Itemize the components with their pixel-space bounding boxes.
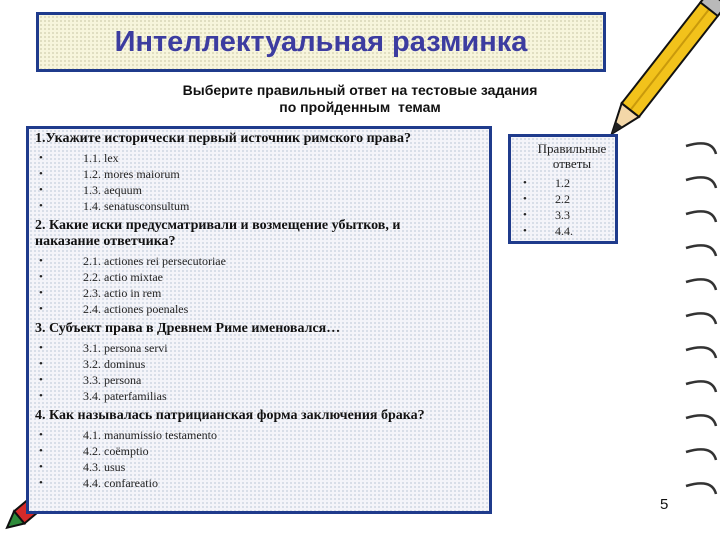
list-item	[521, 207, 609, 223]
option-text: 2.2. actio mixtae	[83, 270, 163, 284]
answers-title: Правильные ответы	[537, 141, 607, 171]
option-text: 1.1. lex	[83, 151, 119, 165]
question-4-text: 4. Как называлась патрицианская форма заключения брака?	[35, 408, 425, 423]
option-text: 3.2. dominus	[83, 357, 146, 371]
option-text: 1.2. mores maiorum	[83, 167, 180, 181]
answers-box	[508, 134, 618, 244]
question-3-options	[35, 340, 481, 404]
bullet-icon: •	[523, 209, 527, 221]
list-item	[35, 459, 481, 475]
list-item	[35, 475, 481, 491]
option-text: 3.1. persona servi	[83, 341, 168, 355]
question-block-2	[35, 218, 481, 317]
question-4-options	[35, 427, 481, 491]
bullet-icon: •	[523, 177, 527, 189]
question-3-text: 3. Субъект права в Древнем Риме именовался…	[35, 321, 341, 336]
question-block-4	[35, 408, 481, 491]
bullet-icon: •	[39, 303, 43, 315]
list-item	[35, 166, 481, 182]
page-number: 5	[660, 496, 669, 513]
title-box	[36, 12, 606, 72]
subtitle-line-1: Выберите правильный ответ на тестовые задания	[182, 82, 538, 98]
bullet-icon: •	[523, 193, 527, 205]
bullet-icon: •	[39, 477, 43, 489]
option-text: 2.4. actiones poenales	[83, 302, 189, 316]
bullet-icon: •	[39, 184, 43, 196]
question-block-3	[35, 321, 481, 404]
option-text: 4.4. confareatio	[83, 476, 158, 490]
list-item	[35, 356, 481, 372]
option-text: 1.4. senatusconsultum	[83, 199, 190, 213]
answers-list	[521, 175, 609, 239]
answer-text: 4.4.	[555, 224, 573, 238]
list-item	[35, 388, 481, 404]
subtitle-line-2: по пройденным темам	[279, 99, 441, 115]
list-item	[521, 175, 609, 191]
option-text: 4.2. coëmptio	[83, 444, 149, 458]
list-item	[35, 269, 481, 285]
option-text: 3.4. paterfamilias	[83, 389, 167, 403]
list-item	[35, 340, 481, 356]
list-item	[35, 427, 481, 443]
list-item	[521, 223, 609, 239]
bullet-icon: •	[39, 429, 43, 441]
questions-box	[26, 126, 492, 514]
answer-text: 2.2	[555, 192, 570, 206]
bullet-icon: •	[39, 390, 43, 402]
list-item	[35, 301, 481, 317]
list-item	[35, 253, 481, 269]
option-text: 2.3. actio in rem	[83, 286, 162, 300]
bullet-icon: •	[39, 255, 43, 267]
bullet-icon: •	[39, 287, 43, 299]
option-text: 2.1. actiones rei persecutoriae	[83, 254, 226, 268]
list-item	[35, 198, 481, 214]
question-1-options	[35, 150, 481, 214]
bullet-icon: •	[39, 374, 43, 386]
list-item	[35, 182, 481, 198]
option-text: 3.3. persona	[83, 373, 142, 387]
option-text: 1.3. aequum	[83, 183, 142, 197]
bullet-icon: •	[523, 225, 527, 237]
option-text: 4.3. usus	[83, 460, 126, 474]
list-item	[35, 443, 481, 459]
answer-text: 3.3	[555, 208, 570, 222]
bullet-icon: •	[39, 358, 43, 370]
answer-text: 1.2	[555, 176, 570, 190]
question-block-1	[35, 131, 481, 214]
question-2-text: 2. Какие иски предусматривали и возмещение убытков, и наказание ответчика?	[35, 218, 401, 249]
bullet-icon: •	[39, 200, 43, 212]
bullet-icon: •	[39, 342, 43, 354]
bullet-icon: •	[39, 152, 43, 164]
bullet-icon: •	[39, 461, 43, 473]
list-item	[35, 285, 481, 301]
list-item	[35, 150, 481, 166]
bullet-icon: •	[39, 445, 43, 457]
list-item	[35, 372, 481, 388]
bullet-icon: •	[39, 168, 43, 180]
slide-title: Интеллектуальная разминка	[114, 25, 528, 58]
question-1-text: 1.Укажите исторически первый источник римского права?	[35, 131, 411, 146]
option-text: 4.1. manumissio testamento	[83, 428, 217, 442]
notebook-rings-icon	[682, 140, 720, 540]
list-item	[521, 191, 609, 207]
slide-subtitle	[120, 82, 600, 116]
question-2-options	[35, 253, 481, 317]
bullet-icon: •	[39, 271, 43, 283]
